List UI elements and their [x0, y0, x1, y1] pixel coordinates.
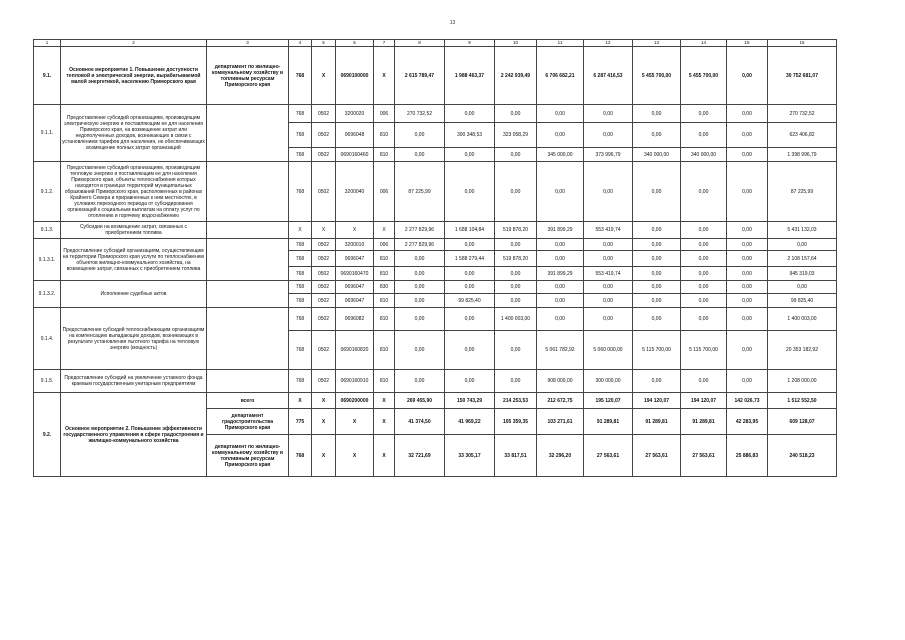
row-value: 0,00	[633, 162, 681, 222]
row-value: 0,00	[584, 162, 633, 222]
row-value: 194 120,07	[681, 393, 727, 409]
column-header: 4	[289, 40, 312, 47]
row-vr: 006	[374, 239, 395, 251]
row-value: 0,00	[633, 294, 681, 308]
row-value: 609 128,07	[768, 409, 837, 435]
row-department	[207, 105, 289, 162]
row-name: Предоставление субсидий теплоснабжающим организациям на компенсацию выпадающих доходов, возникающих в результате установления льготного тарифа на тепловую энергию (мощность)	[61, 308, 207, 370]
row-value: 0,00	[633, 239, 681, 251]
row-grbs: 768	[289, 162, 312, 222]
row-value: 195 120,07	[584, 393, 633, 409]
row-csr: 3200010	[336, 239, 374, 251]
row-value: 0,00	[633, 105, 681, 123]
row-department: всего	[207, 393, 289, 409]
row-value: 91 289,81	[681, 409, 727, 435]
row-value: 27 563,61	[681, 435, 727, 477]
row-rz: 0502	[312, 105, 336, 123]
row-value: 908 000,00	[537, 370, 584, 393]
row-value: 0,00	[395, 331, 445, 370]
row-value: 0,00	[445, 308, 495, 331]
row-value: 519 878,20	[495, 251, 537, 267]
table-row	[34, 370, 837, 393]
row-vr: 810	[374, 251, 395, 267]
row-rz: 0502	[312, 148, 336, 162]
column-header: 1	[34, 40, 61, 47]
row-value: 0,00	[633, 370, 681, 393]
row-rz: 0502	[312, 294, 336, 308]
row-rz: 0502	[312, 370, 336, 393]
row-value: 0,00	[681, 294, 727, 308]
row-value: 0,00	[727, 222, 768, 239]
row-value: 0,00	[495, 148, 537, 162]
row-value: 1 688 104,84	[445, 222, 495, 239]
row-value: 0,00	[584, 239, 633, 251]
row-value: 99 825,40	[768, 294, 837, 308]
budget-table-body	[34, 40, 837, 477]
row-value: 5 455 700,00	[633, 47, 681, 105]
row-value: 0,00	[727, 148, 768, 162]
row-value: 41 374,50	[395, 409, 445, 435]
column-header: 9	[445, 40, 495, 47]
row-csr: 0690160910	[336, 370, 374, 393]
row-value: 5 455 700,00	[681, 47, 727, 105]
column-header: 6	[336, 40, 374, 47]
row-value: 391 899,29	[537, 222, 584, 239]
row-rz: 0502	[312, 267, 336, 281]
row-grbs: 768	[289, 251, 312, 267]
row-vr: 810	[374, 123, 395, 148]
row-name: Основное мероприятие 2. Повышение эффективности государственного управления в сфере градостроения и жилищно-коммунального хозяйства	[61, 393, 207, 477]
row-grbs: 768	[289, 105, 312, 123]
row-rz: 0502	[312, 308, 336, 331]
row-name: Основное мероприятие 1. Повышение доступности тепловой и электрической энергии, вырабатываемой малой энергетикой, населению Приморского края	[61, 47, 207, 105]
row-value: 0,00	[584, 123, 633, 148]
row-rz: X	[312, 409, 336, 435]
row-value: 270 732,52	[395, 105, 445, 123]
row-grbs: 768	[289, 370, 312, 393]
row-value: 0,00	[633, 267, 681, 281]
row-grbs: 768	[289, 294, 312, 308]
row-value: 5 061 782,92	[537, 331, 584, 370]
row-csr: 0690160460	[336, 148, 374, 162]
row-value: 33 817,51	[495, 435, 537, 477]
row-value: 0,00	[681, 222, 727, 239]
row-value: 0,00	[537, 239, 584, 251]
row-value: 269 455,90	[395, 393, 445, 409]
row-value: 0,00	[584, 281, 633, 294]
row-value: 0,00	[768, 281, 837, 294]
row-value: 300 000,00	[584, 370, 633, 393]
row-value: 194 120,07	[633, 393, 681, 409]
row-value: 0,00	[727, 370, 768, 393]
row-value: 1 208 000,00	[768, 370, 837, 393]
row-csr: 0696048	[336, 123, 374, 148]
row-value: 0,00	[445, 281, 495, 294]
row-value: 0,00	[584, 251, 633, 267]
row-value: 345 000,00	[537, 148, 584, 162]
table-row	[34, 162, 837, 222]
row-csr: 3200020	[336, 105, 374, 123]
table-row	[34, 308, 837, 331]
row-value: 2 277 829,96	[395, 239, 445, 251]
row-vr: 810	[374, 148, 395, 162]
row-value: 0,00	[681, 239, 727, 251]
row-department	[207, 308, 289, 370]
row-value: 0,00	[395, 123, 445, 148]
row-value: 0,00	[495, 239, 537, 251]
row-grbs: X	[289, 393, 312, 409]
row-grbs: 768	[289, 435, 312, 477]
row-value: 0,00	[445, 148, 495, 162]
row-value: 99 825,40	[445, 294, 495, 308]
row-code: 9.2.	[34, 393, 61, 477]
row-code: 9.1.3.2.	[34, 281, 61, 308]
row-csr: X	[336, 222, 374, 239]
row-grbs: X	[289, 222, 312, 239]
row-csr: 0696047	[336, 294, 374, 308]
row-value: 0,00	[633, 251, 681, 267]
row-vr: 810	[374, 308, 395, 331]
row-grbs: 768	[289, 308, 312, 331]
row-value: 103 271,61	[537, 409, 584, 435]
row-rz: 0502	[312, 162, 336, 222]
row-name: Предоставление субсидий на увеличение уставного фонда краевым государственным унитарным предприятиям	[61, 370, 207, 393]
row-value: 0,00	[495, 331, 537, 370]
column-header: 14	[681, 40, 727, 47]
row-value: 87 225,99	[768, 162, 837, 222]
column-header: 16	[768, 40, 837, 47]
row-value: 945 319,03	[768, 267, 837, 281]
row-grbs: 768	[289, 123, 312, 148]
row-value: 0,00	[495, 370, 537, 393]
row-value: 5 115 700,00	[633, 331, 681, 370]
row-value: 240 518,23	[768, 435, 837, 477]
row-csr: 0696047	[336, 281, 374, 294]
row-code: 9.1.2.	[34, 162, 61, 222]
row-value: 0,00	[681, 123, 727, 148]
row-value: 0,00	[727, 308, 768, 331]
row-grbs: 768	[289, 281, 312, 294]
row-value: 0,00	[395, 308, 445, 331]
row-value: 150 743,29	[445, 393, 495, 409]
row-grbs: 775	[289, 409, 312, 435]
row-value: 0,00	[495, 105, 537, 123]
row-value: 1 988 463,37	[445, 47, 495, 105]
row-value: 0,00	[395, 267, 445, 281]
row-code: 9.1.3.	[34, 222, 61, 239]
row-department	[207, 370, 289, 393]
row-rz: 0502	[312, 331, 336, 370]
row-value: 2 615 789,47	[395, 47, 445, 105]
row-value: 0,00	[633, 123, 681, 148]
column-header: 15	[727, 40, 768, 47]
row-vr: X	[374, 409, 395, 435]
row-code: 9.1.3.1.	[34, 239, 61, 281]
row-department	[207, 239, 289, 281]
row-csr: 0690160470	[336, 267, 374, 281]
row-value: 0,00	[495, 281, 537, 294]
row-value: 91 289,81	[584, 409, 633, 435]
row-value: 25 886,83	[727, 435, 768, 477]
row-value: 0,00	[495, 162, 537, 222]
row-vr: X	[374, 393, 395, 409]
row-value: 91 289,81	[633, 409, 681, 435]
row-value: 0,00	[727, 239, 768, 251]
row-value: 0,00	[395, 370, 445, 393]
row-vr: 810	[374, 267, 395, 281]
row-value: 0,00	[445, 239, 495, 251]
row-value: 27 563,61	[633, 435, 681, 477]
row-grbs: 768	[289, 239, 312, 251]
row-value: 5 431 132,03	[768, 222, 837, 239]
column-header: 8	[395, 40, 445, 47]
row-csr: 3200040	[336, 162, 374, 222]
row-code: 9.1.	[34, 47, 61, 105]
row-vr: 830	[374, 281, 395, 294]
row-value: 32 721,69	[395, 435, 445, 477]
row-value: 0,00	[537, 294, 584, 308]
row-rz: 0502	[312, 239, 336, 251]
row-value: 1 398 996,79	[768, 148, 837, 162]
table-row	[34, 281, 837, 294]
row-value: 5 060 000,00	[584, 331, 633, 370]
row-value: 373 996,79	[584, 148, 633, 162]
column-header: 11	[537, 40, 584, 47]
row-csr: X	[336, 409, 374, 435]
row-value: 30 752 681,07	[768, 47, 837, 105]
row-value: 0,00	[495, 267, 537, 281]
row-value: 0,00	[445, 370, 495, 393]
row-value: 2 277 829,96	[395, 222, 445, 239]
row-value: 0,00	[681, 370, 727, 393]
row-value: 0,00	[537, 162, 584, 222]
row-value: 0,00	[727, 331, 768, 370]
row-value: 1 400 003,00	[768, 308, 837, 331]
row-name: Субсидии на возмещение затрат, связанных с приобретением топлива	[61, 222, 207, 239]
row-value: 391 899,29	[537, 267, 584, 281]
row-value: 0,00	[537, 251, 584, 267]
page-number: 13	[449, 20, 456, 26]
row-value: 0,00	[395, 251, 445, 267]
row-value: 0,00	[768, 239, 837, 251]
row-rz: 0502	[312, 251, 336, 267]
row-value: 0,00	[681, 308, 727, 331]
row-value: 0,00	[395, 148, 445, 162]
row-grbs: 768	[289, 331, 312, 370]
row-value: 87 225,99	[395, 162, 445, 222]
row-name: Предоставление субсидий организациям, производящим тепловую энергию и поставляющим ее для населения Приморского края, объекты теплоснабжения которых находятся в границах территорий муниципальных образований Приморского края, расположенных в районах Крайнего Севера и приравненных к ним местностях, в условиях переходного периода от субсидирования организаций к социальным выплатам на оплату услуг по отоплению и горячему водоснабжению	[61, 162, 207, 222]
row-rz: 0502	[312, 281, 336, 294]
row-csr: 0696047	[336, 251, 374, 267]
budget-table	[33, 39, 837, 477]
row-vr: 810	[374, 294, 395, 308]
row-value: 20 353 182,92	[768, 331, 837, 370]
row-value: 0,00	[727, 281, 768, 294]
row-value: 0,00	[681, 162, 727, 222]
row-value: 0,00	[537, 281, 584, 294]
row-value: 0,00	[445, 162, 495, 222]
row-value: 105 359,35	[495, 409, 537, 435]
row-value: 623 406,82	[768, 123, 837, 148]
row-name: Исполнение судебных актов	[61, 281, 207, 308]
row-csr: 0690100000	[336, 47, 374, 105]
row-value: 0,00	[727, 251, 768, 267]
row-value: 0,00	[495, 294, 537, 308]
row-grbs: 768	[289, 267, 312, 281]
row-value: 519 878,20	[495, 222, 537, 239]
row-value: 1 400 003,00	[495, 308, 537, 331]
row-rz: X	[312, 435, 336, 477]
row-department: департамент по жилищно-коммунальному хозяйству и топливным ресурсам Приморского края	[207, 47, 289, 105]
row-value: 1 512 552,50	[768, 393, 837, 409]
row-value: 0,00	[681, 105, 727, 123]
column-header: 10	[495, 40, 537, 47]
row-value: 0,00	[727, 267, 768, 281]
row-grbs: 768	[289, 148, 312, 162]
row-value: 0,00	[727, 47, 768, 105]
row-value: 0,00	[681, 251, 727, 267]
row-value: 0,00	[633, 308, 681, 331]
row-csr: 0690160820	[336, 331, 374, 370]
row-code: 9.1.4.	[34, 308, 61, 370]
row-value: 0,00	[727, 105, 768, 123]
row-value: 41 969,22	[445, 409, 495, 435]
row-value: 0,00	[445, 267, 495, 281]
row-rz: X	[312, 47, 336, 105]
row-value: 0,00	[681, 281, 727, 294]
row-value: 214 253,53	[495, 393, 537, 409]
row-department: департамент по жилищно-коммунальному хозяйству и топливным ресурсам Приморского края	[207, 435, 289, 477]
row-value: 142 026,73	[727, 393, 768, 409]
table-row	[34, 105, 837, 123]
column-header: 2	[61, 40, 207, 47]
row-value: 6 706 682,21	[537, 47, 584, 105]
row-value: 0,00	[537, 308, 584, 331]
row-vr: X	[374, 47, 395, 105]
row-value: 0,00	[537, 123, 584, 148]
row-grbs: 768	[289, 47, 312, 105]
row-department	[207, 222, 289, 239]
row-value: 0,00	[395, 294, 445, 308]
row-vr: 810	[374, 331, 395, 370]
table-row	[34, 393, 837, 409]
row-value: 27 563,61	[584, 435, 633, 477]
column-header-row	[34, 40, 837, 47]
row-value: 0,00	[584, 308, 633, 331]
row-value: 0,00	[727, 294, 768, 308]
row-code: 9.1.1.	[34, 105, 61, 162]
row-value: 212 672,75	[537, 393, 584, 409]
row-value: 340 000,00	[681, 148, 727, 162]
row-csr: 0690200000	[336, 393, 374, 409]
table-row	[34, 47, 837, 105]
row-value: 0,00	[633, 222, 681, 239]
row-value: 0,00	[445, 105, 495, 123]
row-rz: X	[312, 393, 336, 409]
row-value: 0,00	[584, 105, 633, 123]
row-value: 33 305,17	[445, 435, 495, 477]
row-vr: 810	[374, 370, 395, 393]
table-row	[34, 239, 837, 251]
row-value: 0,00	[727, 123, 768, 148]
row-department	[207, 162, 289, 222]
row-csr: X	[336, 435, 374, 477]
row-value: 2 242 939,49	[495, 47, 537, 105]
row-name: Предоставление субсидий организациям, производящим электрическую энергию и поставляющим ее для населения Приморского края, на возмещение затрат или недополученных доходов, возникающих в связи с установлением тарифов для населения, не обеспечивающих возмещение полных затрат организаций	[61, 105, 207, 162]
row-value: 340 000,00	[633, 148, 681, 162]
row-vr: 006	[374, 105, 395, 123]
row-value: 0,00	[681, 267, 727, 281]
row-rz: 0502	[312, 123, 336, 148]
row-value: 300 348,53	[445, 123, 495, 148]
row-value: 270 732,52	[768, 105, 837, 123]
row-value: 2 108 157,64	[768, 251, 837, 267]
row-value: 0,00	[584, 294, 633, 308]
row-value: 553 419,74	[584, 267, 633, 281]
row-value: 32 296,20	[537, 435, 584, 477]
row-vr: X	[374, 435, 395, 477]
row-value: 1 588 279,44	[445, 251, 495, 267]
row-value: 0,00	[727, 162, 768, 222]
column-header: 5	[312, 40, 336, 47]
row-value: 42 283,95	[727, 409, 768, 435]
row-value: 0,00	[445, 331, 495, 370]
column-header: 13	[633, 40, 681, 47]
column-header: 7	[374, 40, 395, 47]
column-header: 3	[207, 40, 289, 47]
table-row	[34, 222, 837, 239]
row-value: 323 058,29	[495, 123, 537, 148]
row-value: 553 419,74	[584, 222, 633, 239]
row-csr: 0696082	[336, 308, 374, 331]
row-name: Предоставление субсидий организациям, осуществляющим на территории Приморского края услуги по теплоснабжению объектов жилищно-коммунального хозяйства, на возмещение затрат, связанных с приобретением топлива	[61, 239, 207, 281]
row-department: департамент градостроительства Приморского края	[207, 409, 289, 435]
row-value: 0,00	[537, 105, 584, 123]
row-code: 9.1.5.	[34, 370, 61, 393]
row-value: 6 287 416,53	[584, 47, 633, 105]
row-vr: 006	[374, 162, 395, 222]
row-value: 5 115 700,00	[681, 331, 727, 370]
column-header: 12	[584, 40, 633, 47]
row-rz: X	[312, 222, 336, 239]
row-value: 0,00	[633, 281, 681, 294]
row-department	[207, 281, 289, 308]
row-value: 0,00	[395, 281, 445, 294]
row-vr: X	[374, 222, 395, 239]
